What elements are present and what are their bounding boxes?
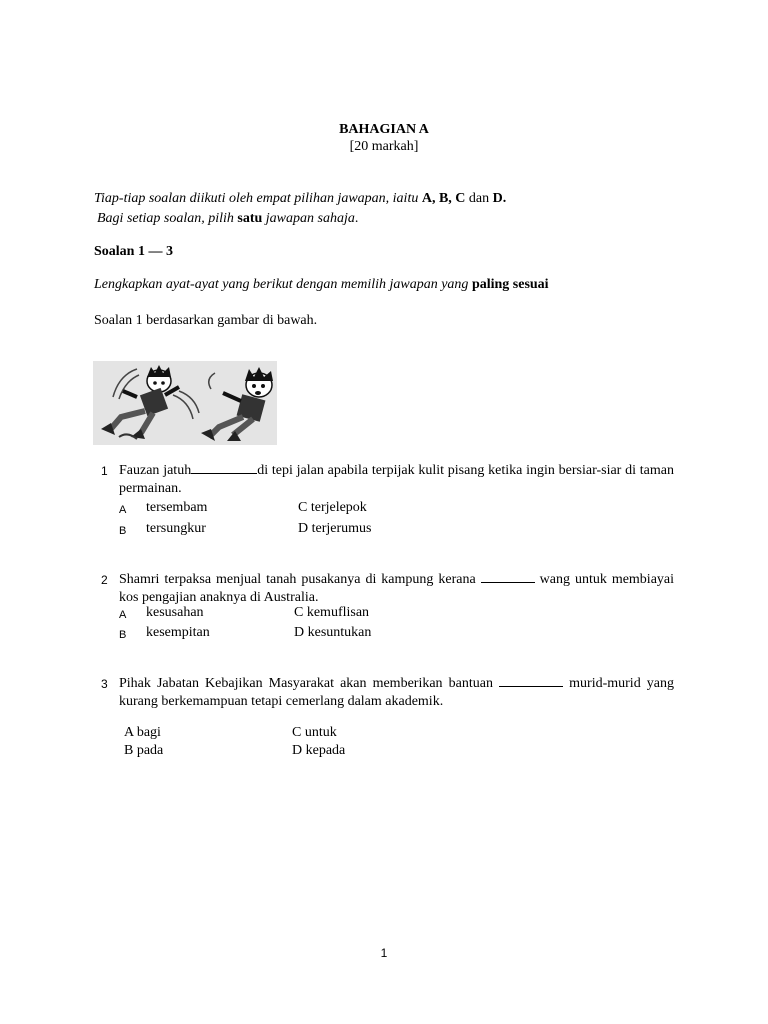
- question-number: 2: [101, 573, 108, 587]
- slipping-boys-drawing: [93, 361, 277, 445]
- question-text: [119, 462, 674, 498]
- option-letter: A: [119, 609, 127, 621]
- question-text-after: murid-murid yang kurang berkemampuan tetapi cemerlang dalam akademik.: [119, 676, 675, 709]
- answer-blank: [191, 462, 257, 474]
- section-instruction-emphasis: paling sesuai: [471, 277, 549, 292]
- marks-label: [20 markah]: [349, 139, 419, 154]
- instruction-period: .: [354, 211, 359, 226]
- section-instruction-text: Lengkapkan ayat-ayat yang berikut dengan memilih jawapan yang: [94, 277, 472, 292]
- page-number: 1: [380, 946, 388, 960]
- option-d: D kesuntukan: [294, 625, 372, 640]
- question-text: [119, 675, 674, 711]
- instruction-line-2: [97, 211, 358, 227]
- question-text: [119, 571, 674, 607]
- section-instruction: [94, 277, 549, 293]
- question-text-after: wang untuk membiayai kos pengajian anaknya di Australia.: [119, 572, 675, 605]
- option-letter: A: [119, 504, 127, 516]
- question-text-after: di tepi jalan apabila terpijak kulit pisang ketika ingin bersiar-siar di taman permainan.: [119, 463, 674, 496]
- option-b: kesempitan: [146, 625, 210, 640]
- option-d: D kepada: [292, 743, 346, 758]
- question-text-before: Fauzan jatuh: [119, 463, 192, 478]
- option-b: B pada: [124, 743, 164, 758]
- option-c: C kemuflisan: [294, 605, 370, 620]
- option-letter: B: [119, 629, 127, 641]
- option-c: C terjelepok: [298, 500, 367, 515]
- instruction-line-1: [94, 191, 506, 207]
- instruction-and: dan: [465, 191, 493, 206]
- option-c: C untuk: [292, 725, 337, 740]
- option-b: tersungkur: [146, 521, 206, 536]
- option-a: tersembam: [146, 500, 208, 515]
- instruction-text-3: jawapan sahaja: [262, 211, 355, 226]
- option-a: A bagi: [124, 725, 161, 740]
- instruction-choices: A, B, C: [421, 191, 466, 206]
- section-heading: BAHAGIAN A: [339, 122, 429, 137]
- question-range-heading: Soalan 1 — 3: [94, 244, 173, 259]
- question-number: 3: [101, 677, 108, 691]
- instruction-emphasis: satu: [237, 211, 263, 226]
- question-text-before: Pihak Jabatan Kebajikan Masyarakat akan memberikan bantuan: [119, 676, 493, 691]
- picture-note: Soalan 1 berdasarkan gambar di bawah.: [94, 313, 318, 328]
- option-d: D terjerumus: [298, 521, 372, 536]
- question-number: 1: [101, 464, 108, 478]
- instruction-last-choice: D.: [492, 191, 507, 206]
- instruction-text: Tiap-tiap soalan diikuti oleh empat pilihan jawapan, iaitu: [94, 191, 422, 206]
- answer-blank: [499, 675, 563, 687]
- option-a: kesusahan: [146, 605, 204, 620]
- answer-blank: [481, 571, 535, 583]
- instruction-text-2: Bagi setiap soalan, pilih: [97, 211, 238, 226]
- question-text-before: Shamri terpaksa menjual tanah pusakanya di kampung kerana: [119, 572, 476, 587]
- option-letter: B: [119, 525, 127, 537]
- question-illustration: [93, 361, 277, 445]
